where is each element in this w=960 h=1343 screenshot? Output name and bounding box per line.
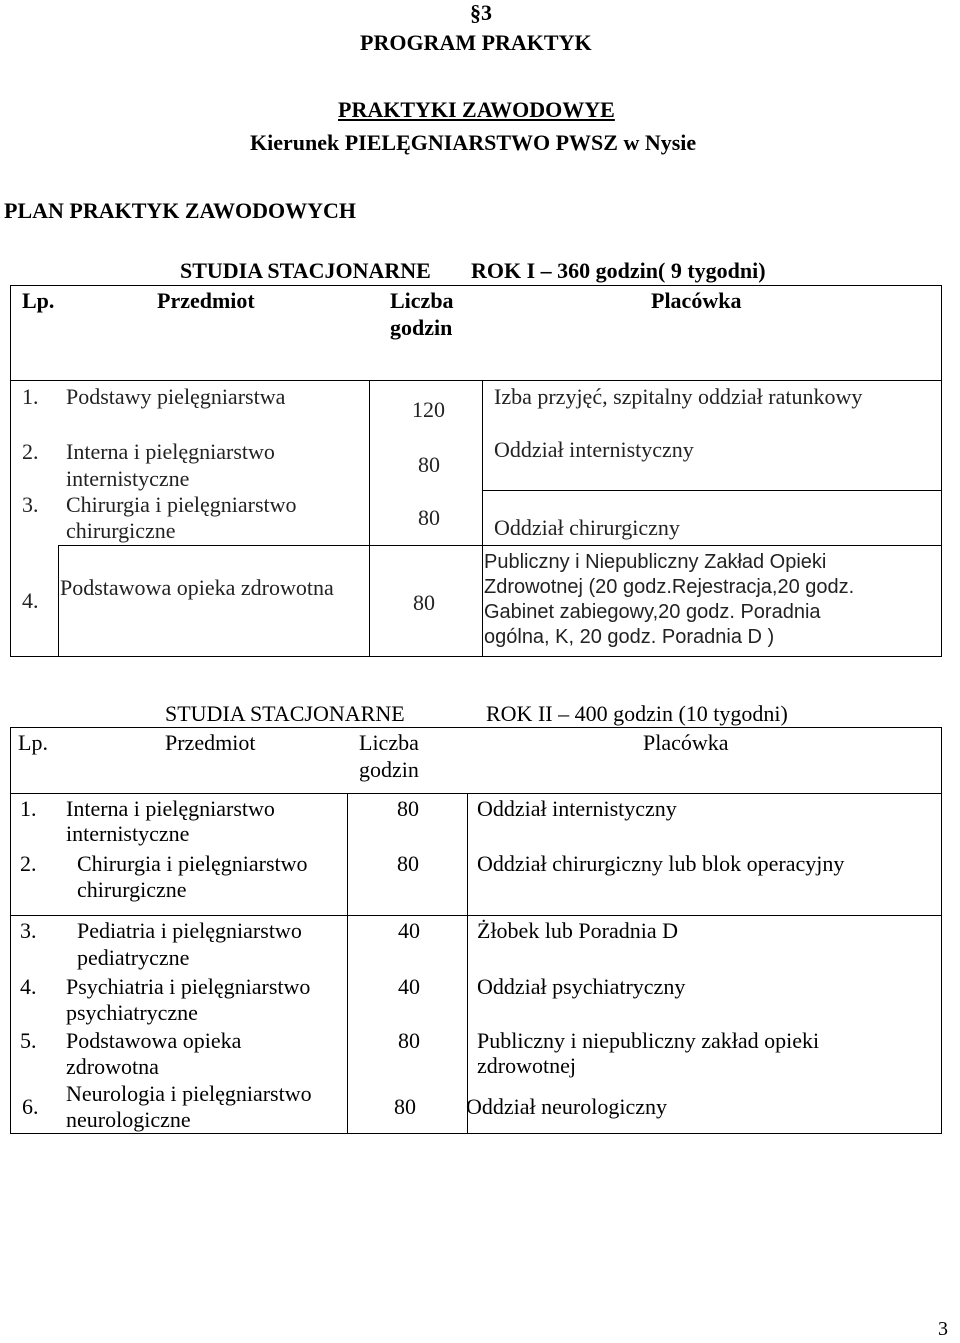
y1-row3-przedmiot-2: chirurgiczne <box>66 518 176 543</box>
y2-col-divider-1 <box>347 793 348 1134</box>
y2-row6-placowka: Oddział neurologiczny <box>466 1094 667 1119</box>
y1-lp-divider <box>58 545 59 657</box>
y2-studia: STUDIA STACJONARNE <box>165 701 405 726</box>
y1-col-divider-2 <box>482 380 483 657</box>
y1-row1-godzin: 120 <box>412 397 445 422</box>
y1-row1-przedmiot: Podstawy pielęgniarstwa <box>66 384 286 409</box>
section-mark: §3 <box>470 0 492 25</box>
y2-rok: ROK II – 400 godzin (10 tygodni) <box>486 701 788 726</box>
y2-header-godzin: godzin <box>359 757 419 782</box>
plan-title: PLAN PRAKTYK ZAWODOWYCH <box>4 198 357 223</box>
y2-row4-przedmiot-2: psychiatryczne <box>66 1000 198 1025</box>
y1-row2-godzin: 80 <box>418 452 440 477</box>
y1-row4-placowka-3: Gabinet zabiegowy,20 godz. Poradnia <box>484 601 821 623</box>
y1-row2-placowka: Oddział internistyczny <box>494 437 694 462</box>
y2-row1-przedmiot-1: Interna i pielęgniarstwo <box>66 796 275 821</box>
y2-row5-przedmiot-2: zdrowotna <box>66 1054 159 1079</box>
y2-row2-przedmiot-1: Chirurgia i pielęgniarstwo <box>77 851 308 876</box>
y2-row5-przedmiot-1: Podstawowa opieka <box>66 1028 242 1053</box>
y1-row2-przedmiot-1: Interna i pielęgniarstwo <box>66 439 275 464</box>
y2-row3-przedmiot-2: pediatryczne <box>77 945 190 970</box>
y2-row3-godzin: 40 <box>398 918 420 943</box>
y1-row3-godzin: 80 <box>418 505 440 530</box>
kierunek: Kierunek PIELĘGNIARSTWO PWSZ w Nysie <box>250 130 697 155</box>
y2-row1-lp: 1. <box>20 796 37 821</box>
y1-row4-godzin: 80 <box>413 590 435 615</box>
y2-header-divider <box>10 793 942 794</box>
y1-row1-placowka: Izba przyjęć, szpitalny oddział ratunkowy <box>494 384 863 409</box>
y1-header-liczba: Liczba <box>390 288 454 313</box>
y2-row5-godzin: 80 <box>398 1028 420 1053</box>
y1-row4-placowka-4: ogólna, K, 20 godz. Poradnia D ) <box>484 626 775 648</box>
y1-row4-placowka-2: Zdrowotnej (20 godz.Rejestracja,20 godz. <box>484 576 855 598</box>
y2-col-divider-2 <box>467 793 468 1134</box>
y2-row-divider <box>10 915 942 916</box>
y1-header-przedmiot: Przedmiot <box>157 288 255 313</box>
y2-header-placowka: Placówka <box>643 730 729 755</box>
y1-row1-lp: 1. <box>22 384 39 409</box>
y2-row6-przedmiot-2: neurologiczne <box>66 1107 191 1132</box>
y2-row6-przedmiot-1: Neurologia i pielęgniarstwo <box>66 1081 312 1106</box>
y1-row2-przedmiot-2: internistyczne <box>66 466 190 491</box>
y2-row5-placowka-1: Publiczny i niepubliczny zakład opieki <box>477 1028 820 1053</box>
y1-row-divider-a <box>482 490 942 491</box>
y1-studia: STUDIA STACJONARNE <box>180 258 431 283</box>
y2-row1-godzin: 80 <box>397 796 419 821</box>
y2-row4-placowka: Oddział psychiatryczny <box>477 974 686 999</box>
y2-row2-lp: 2. <box>20 851 37 876</box>
y2-row6-lp: 6. <box>22 1094 39 1119</box>
y1-row3-placowka: Oddział chirurgiczny <box>494 515 680 540</box>
y2-header-lp: Lp. <box>18 730 48 755</box>
y2-row5-placowka-2: zdrowotnej <box>477 1053 576 1078</box>
y2-header-przedmiot: Przedmiot <box>165 730 256 755</box>
y1-row4-lp: 4. <box>22 588 39 613</box>
y2-row2-placowka: Oddział chirurgiczny lub blok operacyjny <box>477 851 845 876</box>
y2-row3-przedmiot-1: Pediatria i pielęgniarstwo <box>77 918 302 943</box>
y1-col-divider-1 <box>369 380 370 657</box>
y1-header-placowka: Placówka <box>651 288 742 313</box>
y2-row1-przedmiot-2: internistyczne <box>66 821 190 846</box>
y1-header-lp: Lp. <box>22 288 55 313</box>
y1-row-divider-b <box>58 545 942 546</box>
y1-row3-przedmiot-1: Chirurgia i pielęgniarstwo <box>66 492 297 517</box>
y2-row4-lp: 4. <box>20 974 37 999</box>
y2-row4-przedmiot-1: Psychiatria i pielęgniarstwo <box>66 974 311 999</box>
y1-header-godzin: godzin <box>390 315 453 340</box>
y2-header-liczba: Liczba <box>359 730 419 755</box>
y1-row4-przedmiot: Podstawowa opieka zdrowotna <box>60 575 334 600</box>
y1-row3-lp: 3. <box>22 492 39 517</box>
y2-row5-lp: 5. <box>20 1028 37 1053</box>
y2-row2-przedmiot-2: chirurgiczne <box>77 877 187 902</box>
program-title: PROGRAM PRAKTYK <box>360 30 592 55</box>
y1-row4-placowka-1: Publiczny i Niepubliczny Zakład Opieki <box>484 551 827 573</box>
subtitle: PRAKTYKI ZAWODOWYE <box>338 97 615 122</box>
y1-rok: ROK I – 360 godzin( 9 tygodni) <box>471 258 766 283</box>
y2-row1-placowka: Oddział internistyczny <box>477 796 677 821</box>
y1-header-divider <box>10 380 942 381</box>
page-number: 3 <box>938 1318 948 1340</box>
y2-row3-placowka: Żłobek lub Poradnia D <box>477 918 679 943</box>
y2-row2-godzin: 80 <box>397 851 419 876</box>
y1-row2-lp: 2. <box>22 439 39 464</box>
y2-row3-lp: 3. <box>20 918 37 943</box>
y2-row4-godzin: 40 <box>398 974 420 999</box>
y2-row6-godzin: 80 <box>394 1094 416 1119</box>
